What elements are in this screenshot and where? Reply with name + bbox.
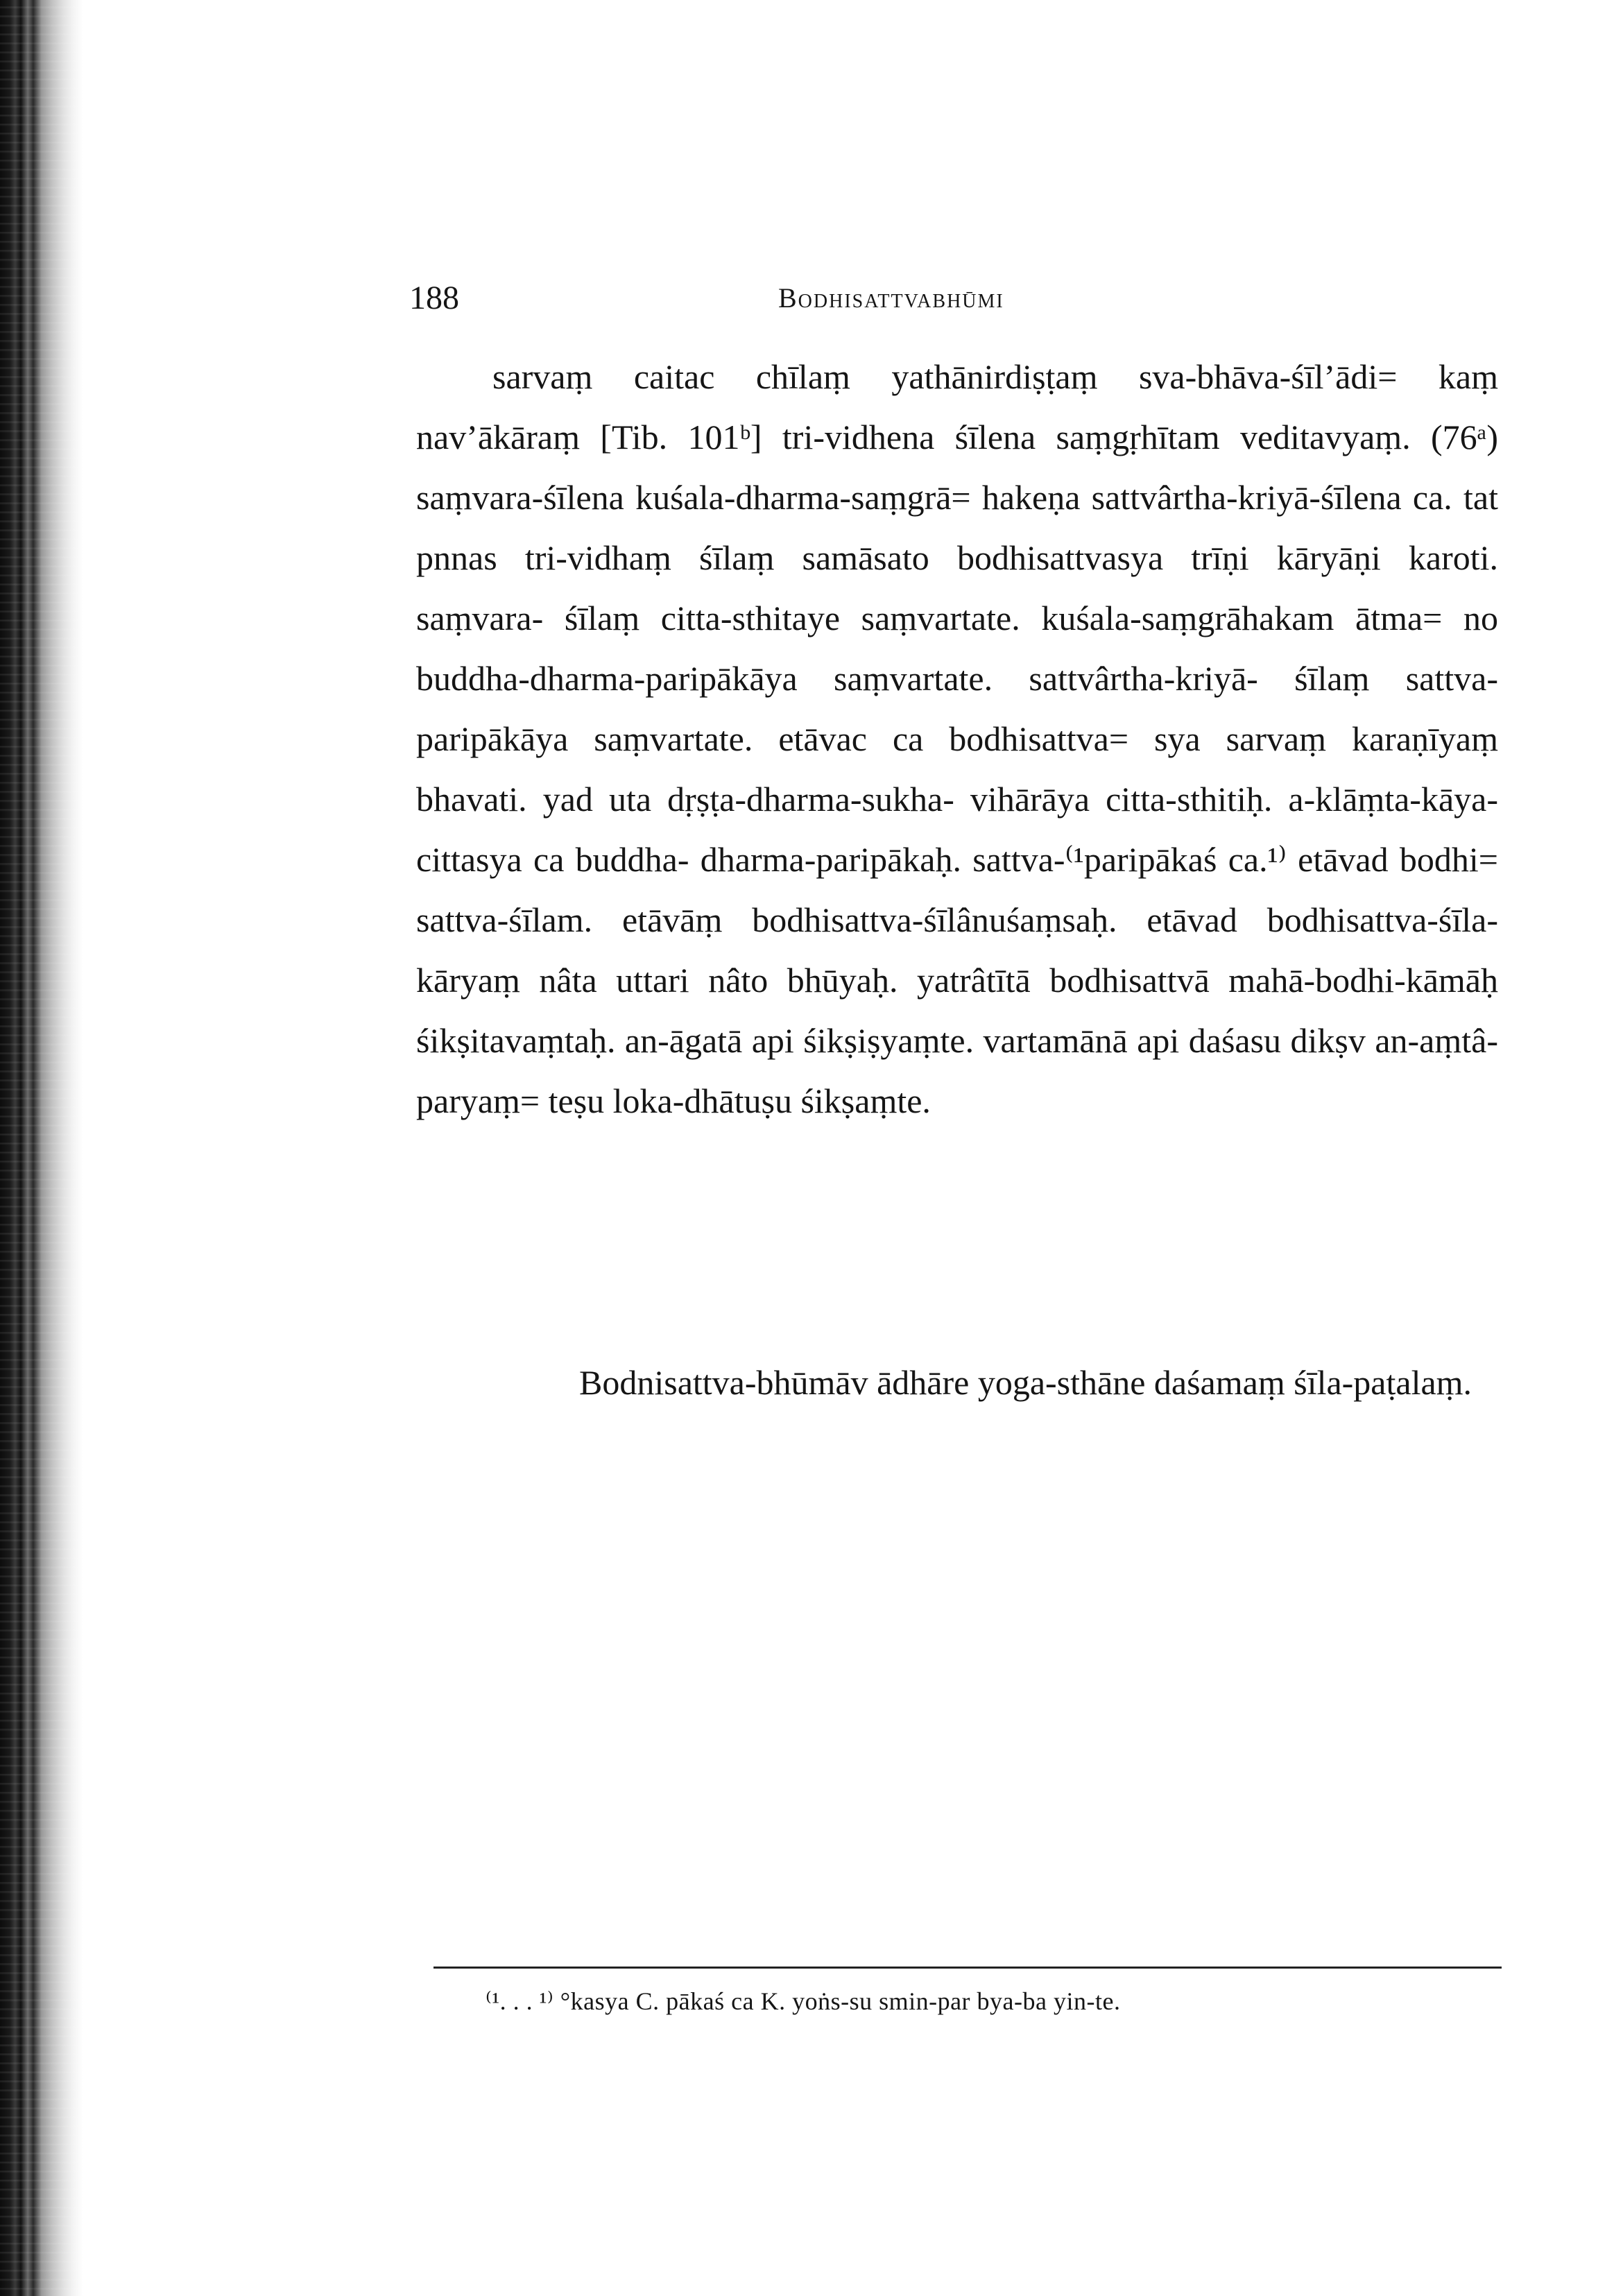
running-head: Bodhisattvabhūmi — [778, 282, 1004, 314]
chapter-colophon: Bodnisattva-bhūmāv ādhāre yoga-sthāne daśamaṃ śīla-paṭalaṃ. — [579, 1363, 1472, 1402]
page-header — [409, 274, 1491, 323]
body-paragraph: sarvaṃ caitac chīlaṃ yathānirdiṣṭaṃ sva-bhāva-śīl’ādi= kaṃ nav’ākāraṃ [Tib. 101ᵇ] tri-vidhena śīlena saṃgṛhītam veditavyaṃ. (76ᵃ) saṃvara-śīlena kuśala-dharma-saṃgrā= hakeṇa sattvârtha-kriyā-śīlena ca. tat pnnas tri-vidhaṃ śīlaṃ samāsato bodhisattvasya trīṇi kāryāṇi karoti. saṃvara- śīlaṃ citta-sthitaye saṃvartate. kuśala-saṃgrāhakam ātma= no buddha-dharma-paripākāya saṃvartate. sattvârtha-kriyā- śīlaṃ sattva-paripākāya saṃvartate. etāvac ca bodhisattva= sya sarvaṃ karaṇīyaṃ bhavati. yad uta dṛṣṭa-dharma-sukha- vihārāya citta-sthitiḥ. a-klāṃta-kāya-cittasya ca buddha- dharma-paripākaḥ. sattva-⁽¹paripākaś ca.¹⁾ etāvad bodhi= sattva-śīlam. etāvāṃ bodhisattva-śīlânuśaṃsaḥ. etāvad bodhisattva-śīla-kāryaṃ nâta uttari nâto bhūyaḥ. yatrâtītā bodhisattvā mahā-bodhi-kāmāḥ śikṣitavaṃtaḥ. an-āgatā api śikṣiṣyaṃte. vartamānā api daśasu dikṣv an-aṃtâ-paryaṃ= teṣu loka-dhātuṣu śikṣaṃte. — [416, 357, 1498, 1120]
main-text-block — [416, 347, 1498, 1131]
scanned-binding-edge — [0, 0, 83, 2296]
footnote-divider — [433, 1967, 1502, 1969]
page-number: 188 — [409, 280, 459, 316]
footnote: ⁽¹. . . ¹⁾ °kasya C. pākaś ca K. yoṅs-su smin-par bya-ba yin-te. — [486, 1987, 1121, 2015]
